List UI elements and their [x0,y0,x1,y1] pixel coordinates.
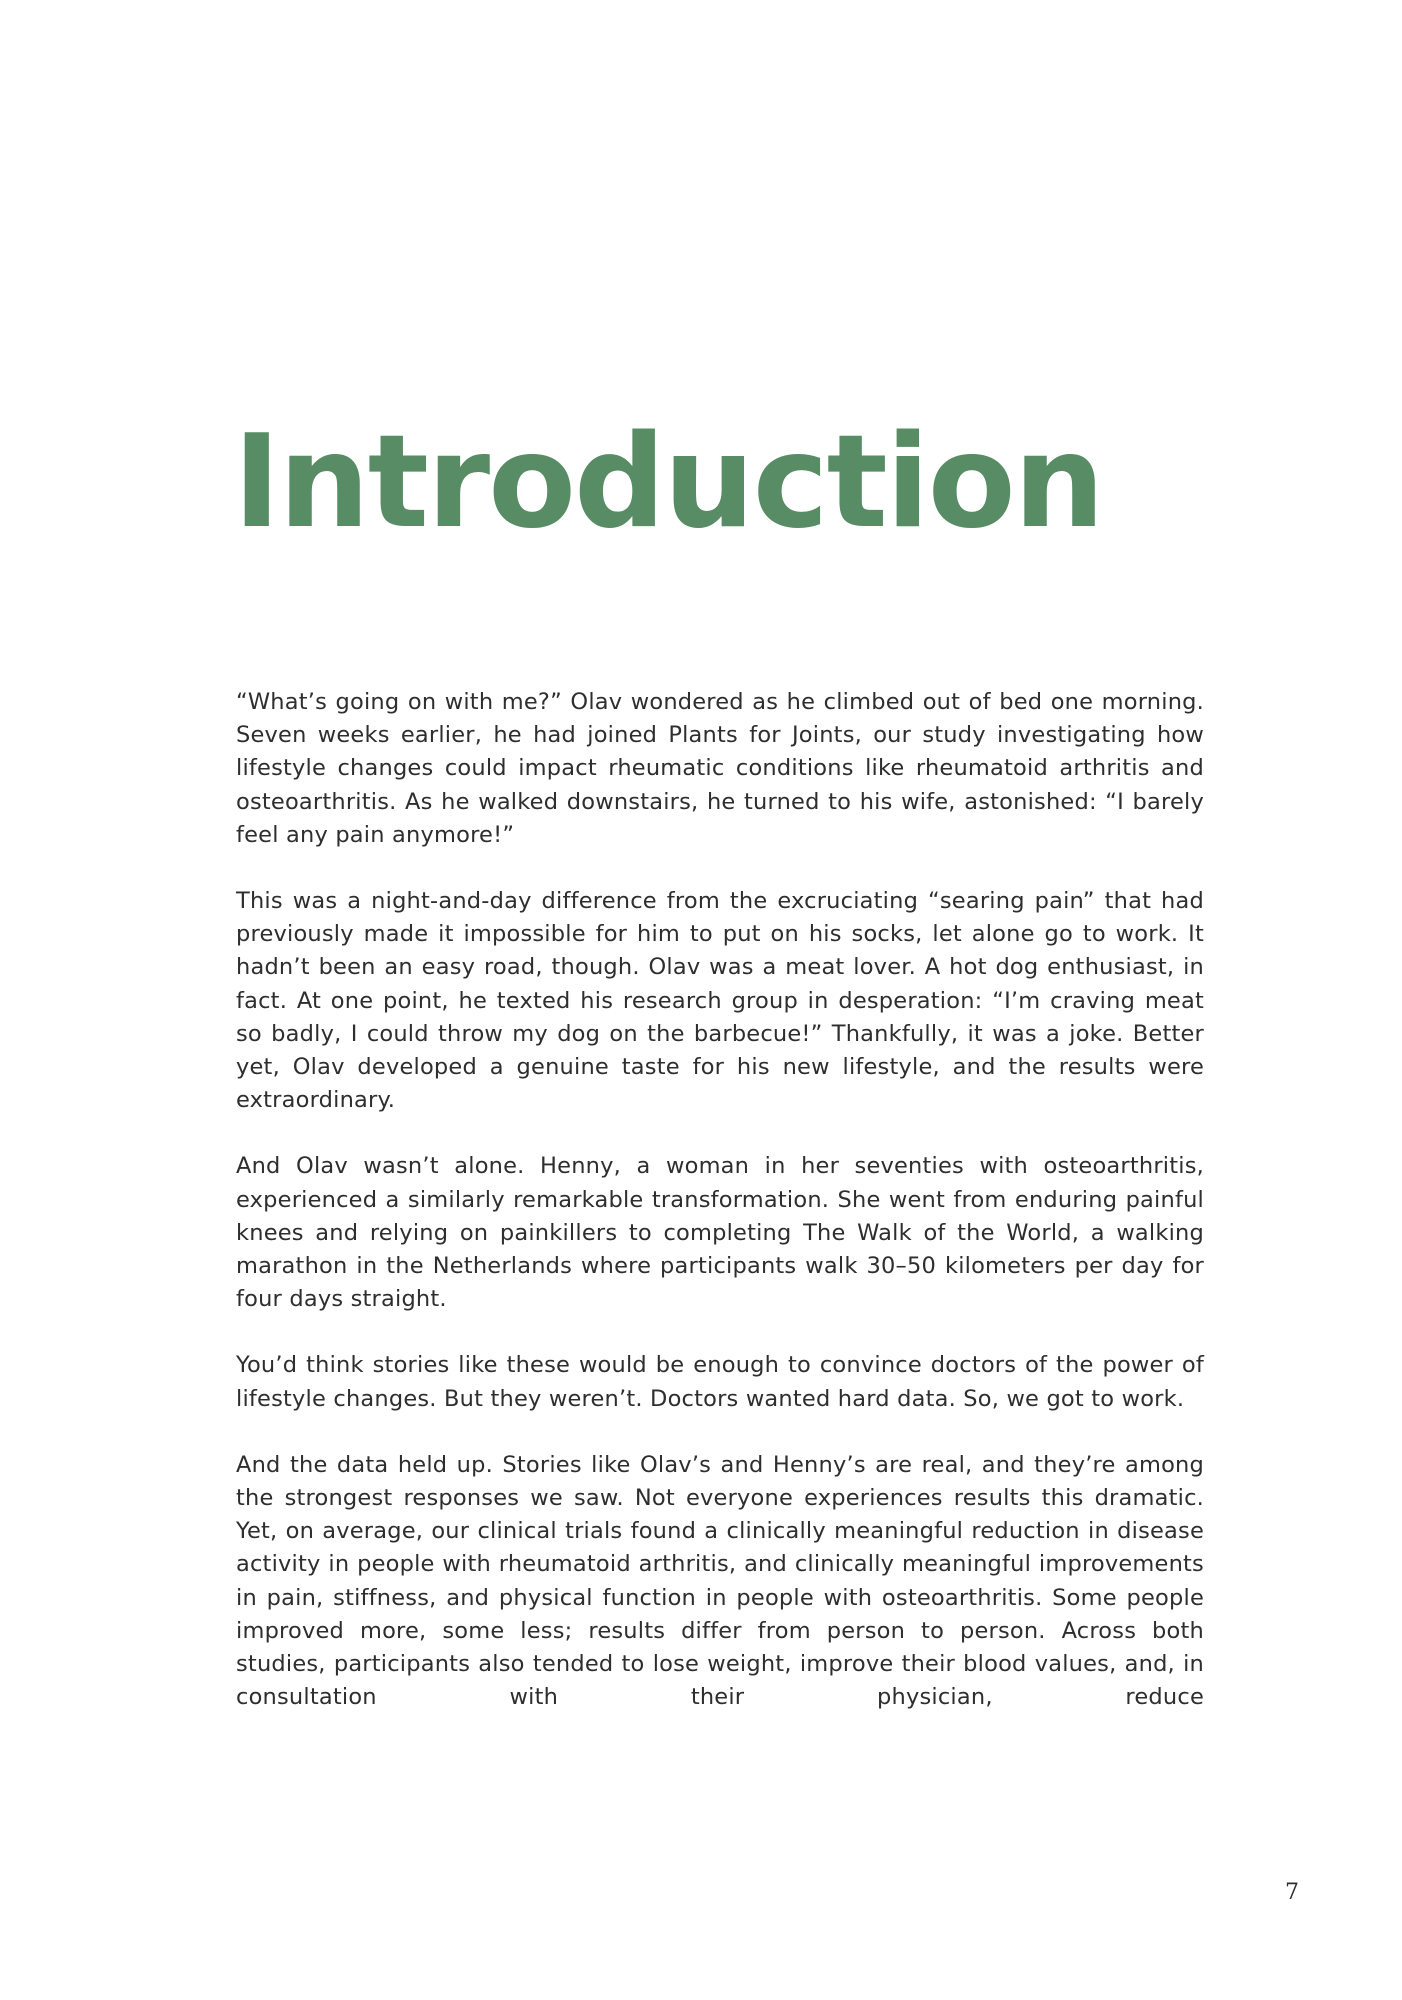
body-text [236,686,1204,1714]
paragraph-olav-meat: This was a night-and-day difference from the excruciating “searing pain” that had previously made it impossible for him to put on his socks, let alone go to work. It hadn’t been an easy road, though. Olav was a meat lover. A hot dog enthusiast, in fact. At one point, he texted his research group in desperation: “I’m craving meat so badly, I could throw my dog on the barbecue!” Thankfully, it was a joke. Better yet, Olav developed a genuine taste for his new lifestyle, and the results were extraordinary. [236,888,1204,1114]
paragraph-olav-morning: “What’s going on with me?” Olav wondered as he climbed out of bed one morning. Seven weeks earlier, he had joined Plants for Joints, our study investigating how lifestyle changes could impact rheumatic conditions like rheumatoid arthritis and osteoarthritis. As he walked downstairs, he turned to his wife, astonished: “I barely feel any pain anymore!” [236,689,1204,848]
paragraph-doctors: You’d think stories like these would be enough to convince doctors of the power of lifestyle changes. But they weren’t. Doctors wanted hard data. So, we got to work. [236,1352,1204,1412]
paragraph-henny: And Olav wasn’t alone. Henny, a woman in her seventies with osteoarthritis, experienced a similarly remarkable transformation. She went from enduring painful knees and relying on painkillers to completing The Walk of the World, a walking marathon in the Netherlands where participants walk 30–50 kilometers per day for four days straight. [236,1153,1204,1313]
page-number: 7 [1285,1880,1299,1905]
paragraph-data: And the data held up. Stories like Olav’s and Henny’s are real, and they’re among the strongest responses we saw. Not everyone experiences results this dramatic. Yet, on average, our clinical trials found a clinically meaningful reduction in disease activity in people with rheumatoid arthritis, and clinically meaningful improvements in pain, stiffness, and physical function in people with osteoarthritis. Some people improved more, some less; results differ from person to person. Across both studies, participants also tended to lose weight, improve their blood values, and, in consultation with their physician, reduce [236,1451,1204,1711]
chapter-title: Introduction [233,408,1103,557]
